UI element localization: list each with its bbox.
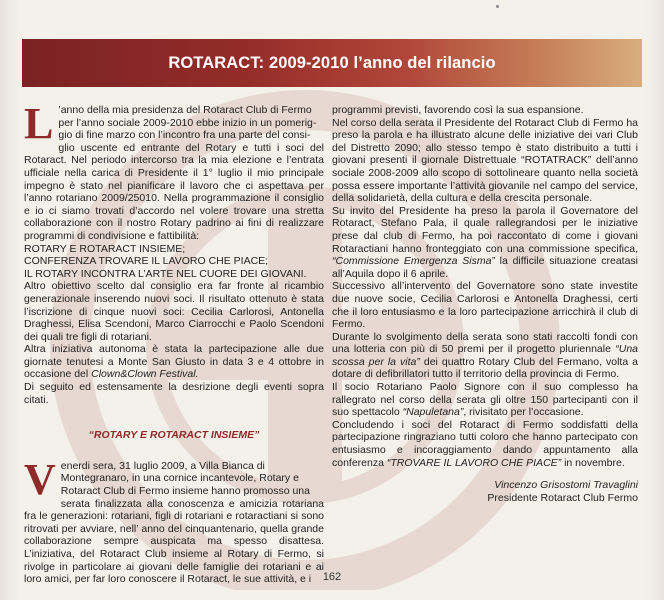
lottery-paragraph [332, 331, 638, 381]
signature-title: Presidente Rotaract Club Fermo [487, 491, 638, 504]
drop-cap-v: V [24, 454, 56, 504]
investiture-paragraph: Successivo all’intervento del Governatore sono state investite due nuove socie, Cecilia Carlorosi e Antonella Draghessi, certi che il loro entusiasmo e la loro partecipazione arricchirà il club di Fermo. [332, 280, 638, 331]
governor-text: Su invito del Presidente ha preso la parola il Governatore del Rotaract, Stefano Pala, il quale rallegrandosi per le iniziative prese dal club di Fermo, ha poi raccontato di come i giovani Rotaractiani hanno fronteggiato con una commissione specifica, [332, 204, 638, 255]
program-list-item: CONFERENZA TROVARE IL LAVORO CHE PIACE; [24, 255, 269, 268]
show-text: Il socio Rotariano Paolo Signore con il suo complesso ha rallegrato nel corso della serata gli oltre 150 partecipanti con il suo spettacolo [332, 381, 638, 419]
section-line: enerdi sera, 31 luglio 2009, a Villa Bianca di [60, 459, 265, 472]
intro-line: ’anno della mia presidenza del Rotaract Club di Fermo [58, 104, 312, 116]
section-line: Montegranaro, in una cornice incantevole, Rotary e [60, 472, 299, 485]
section-line: Rotaract Club di Fermo insieme hanno promosso una [60, 485, 310, 498]
page-title: ROTARACT: 2009-2010 l’anno del rilancio [168, 54, 496, 72]
lottery-text-end: dei quattro Rotary Club del Fermano, volta a dotare di defibrillatori tutto il territorio della provincia di Fermo. [332, 355, 638, 381]
intro-paragraph: glio uscente ed entrante del Rotary e tutti i soci del Rotaract. Nel periodo intercorso tra la mia elezione e l’entrata ufficiale nella carica di Presidente il 1° luglio il mio principale impegno è stato nel pianificare il lavoro che ci aspettava per l’anno rotariano 2009/25010. Nella programmazione il consiglio e io ci siamo trovati d’accordo nel volere trovare una stretta collaborazione con il nostro Rotary padrino ai fini di realizzare programmi di condivisione e fattibilità: [24, 141, 324, 242]
program-list-item: IL ROTARY INCONTRA L’ARTE NEL CUORE DEI GIOVANI. [24, 267, 307, 280]
show-text-end: , rivisitato per l’occasione. [463, 406, 584, 419]
closing-paragraph [332, 419, 638, 469]
right-column [332, 104, 638, 504]
page-mark [496, 5, 499, 8]
new-members-paragraph: Altro obiettivo scelto dal consiglio era far fronte al ricambio generazionale inserendo nuovi soci. Il risultato ottenuto è stata l’iscrizione di cinque nuovi soci: Cecilia Carlorosi, Antonella Draghessi, Elisa Scendoni, Marco Ciarrocchi e Paolo Scendoni dei quali tre figli di rotariani. [24, 280, 324, 343]
intro-line: per l’anno sociale 2009-2010 ebbe inizio in un pomerig- [58, 116, 317, 129]
program-list-item: ROTARY E ROTARACT INSIEME; [24, 242, 186, 255]
festival-name: Clown&Clown Festival. [91, 368, 199, 381]
show-name: “Napuletana” [402, 406, 464, 419]
left-column [24, 99, 324, 586]
continuation-paragraph: programmi previsti, favorendo così la sua espansione. [332, 104, 584, 116]
signature-name: Vincenzo Grisostomi Travaglini [494, 479, 638, 492]
event-paragraph: serata finalizzata alla conoscenza e amicizia rotariana fra le generazioni: rotariani, figli di rotariani e rotaractiani si sono ritrovati per avviare, nell’ anno del cinquantenario, quella grande collaborazione sempre auspicata ma spesso disattesa. L’iniziativa, del Rotaract Club insieme al Rotary di Fermo, si rivolge in particolare ai giovani delle famiglie dei rotariani e ai loro amici, per far loro conoscere il Rotaract, le sue attività, e i [24, 497, 324, 586]
festival-paragraph [24, 343, 324, 381]
festival-text: Altra iniziativa autonoma è stata la partecipazione alle due giornate tenutesi a Monte San Giusto in data 3 e 4 ottobre in occasione del [24, 343, 324, 381]
project-name: “Una scossa per la vita” [332, 343, 638, 368]
closing-text-end: in novembre. [561, 456, 625, 469]
president-speech-paragraph: Nel corso della serata il Presidente del Rotaract Club di Fermo ha preso la parola e ha illustrato alcune delle iniziative dei vari Club del Distretto 2090; allo stesso tempo è stato distribuito a tutti i giovani presenti il giornale Distrettuale “ROTATRACK” dell’anno sociale 2008-2009 allo scopo di sottolineare quanto nella società possa essere importante l’attività giovanile nel campo del service, della solidarietà, della cultura e della crescita personale. [332, 116, 638, 205]
events-intro-paragraph: Di seguito ed estensamente la desrizione degli eventi sopra citati. [24, 381, 324, 406]
title-banner [22, 39, 642, 87]
page-number: 162 [322, 571, 342, 583]
commission-name: “Commissione Emergenza Sisma” [332, 255, 495, 268]
closing-text: Concludendo i soci del Rotaract di Fermo soddisfatti della partecipazione ringraziano tutti coloro che hanno partecipato con entusiasmo e incoraggiamento dando appuntamento alla conferenza [332, 418, 638, 469]
governor-text-end: la difficile situazione creatasi all’Aquila dopo il 6 aprile. [332, 255, 639, 280]
show-paragraph [332, 381, 638, 419]
governor-paragraph [332, 205, 638, 281]
conference-name: “TROVARE IL LAVORO CHE PIACE” [386, 456, 562, 469]
section-heading: “ROTARY E ROTARACT INSIEME” [88, 429, 260, 442]
drop-cap-l: L [24, 99, 54, 148]
intro-line: gio di fine marzo con l’incontro fra una parte del consi- [58, 129, 311, 142]
lottery-text: Durante lo svolgimento della serata sono stati raccolti fondi con una lotteria con più di 50 premi per il progetto pluriennale [332, 330, 638, 356]
